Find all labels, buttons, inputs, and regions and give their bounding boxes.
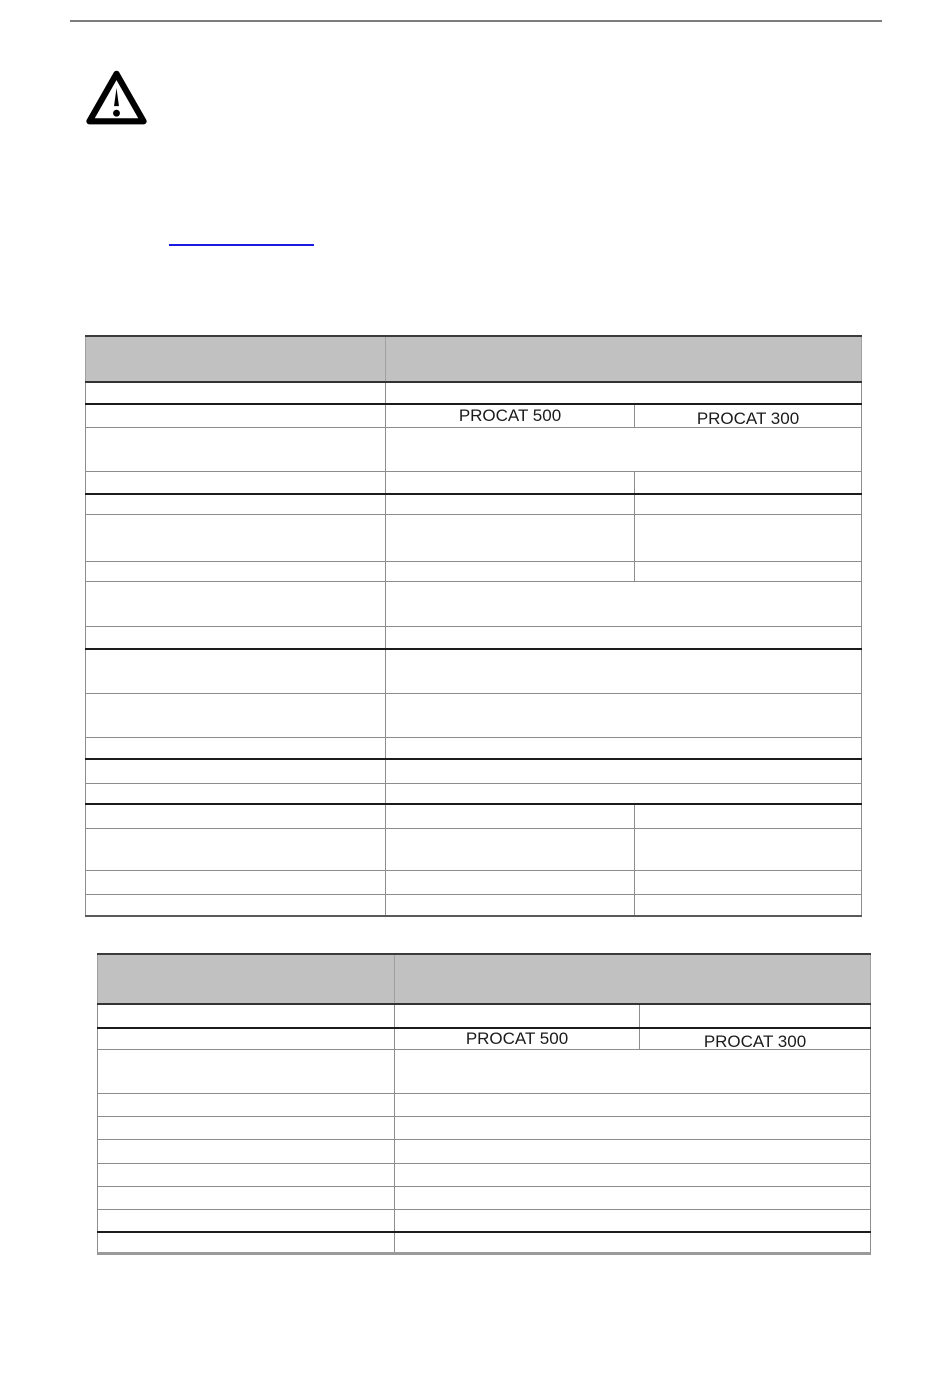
empty-cell	[98, 1004, 395, 1028]
empty-cell	[395, 1140, 871, 1164]
empty-cell	[86, 828, 386, 870]
empty-cell	[395, 1094, 871, 1117]
empty-cell	[386, 759, 862, 783]
empty-cell	[386, 828, 635, 870]
table-row	[98, 1094, 871, 1117]
empty-cell	[635, 894, 862, 916]
empty-cell	[98, 1232, 395, 1254]
empty-cell	[386, 693, 862, 737]
empty-cell	[386, 494, 635, 514]
table-row	[98, 1140, 871, 1164]
procat-300-underline	[659, 427, 861, 428]
empty-cell	[395, 1050, 871, 1094]
empty-cell	[386, 382, 862, 404]
empty-cell	[86, 382, 386, 404]
procat-300-underline	[664, 1049, 870, 1050]
empty-cell	[86, 471, 386, 494]
empty-cell	[86, 514, 386, 561]
empty-cell	[86, 870, 386, 894]
table2-model-procat-500-cell	[395, 1028, 640, 1050]
table-row	[86, 783, 862, 804]
empty-cell	[86, 894, 386, 916]
empty-cell	[86, 581, 386, 626]
empty-cell	[635, 804, 862, 828]
empty-cell	[395, 1004, 640, 1028]
spec-table-1	[85, 335, 862, 917]
empty-cell	[98, 1210, 395, 1232]
empty-cell	[640, 1004, 871, 1028]
table-row	[86, 336, 862, 382]
empty-cell	[86, 404, 386, 427]
empty-cell	[98, 1094, 395, 1117]
table-row	[98, 1004, 871, 1028]
spec-table-2	[97, 953, 871, 1255]
table1-model-procat-500-cell	[386, 404, 635, 427]
table2-header-cell-right	[395, 954, 871, 1004]
table-row	[86, 759, 862, 783]
warning-icon	[86, 70, 147, 127]
table-row	[86, 870, 862, 894]
empty-cell	[86, 494, 386, 514]
empty-cell	[635, 828, 862, 870]
empty-cell	[395, 1187, 871, 1210]
table-row	[86, 693, 862, 737]
table1-header-cell-left	[86, 336, 386, 382]
empty-cell	[386, 649, 862, 693]
table-row	[98, 1210, 871, 1232]
table-row	[86, 737, 862, 759]
empty-cell	[395, 1117, 871, 1140]
empty-cell	[86, 561, 386, 581]
empty-cell	[98, 1050, 395, 1094]
model-label: PROCAT 500	[465, 1029, 569, 1048]
table-row	[86, 581, 862, 626]
empty-cell	[86, 804, 386, 828]
empty-cell	[635, 561, 862, 581]
empty-cell	[635, 870, 862, 894]
table-row	[98, 1187, 871, 1210]
empty-cell	[395, 1164, 871, 1187]
empty-cell	[386, 783, 862, 804]
empty-cell	[635, 494, 862, 514]
empty-cell	[386, 894, 635, 916]
empty-cell	[86, 626, 386, 649]
empty-cell	[635, 471, 862, 494]
model-label: PROCAT 300	[696, 408, 800, 427]
empty-cell	[386, 561, 635, 581]
table-row	[98, 954, 871, 1004]
table-row	[86, 382, 862, 404]
empty-cell	[98, 1117, 395, 1140]
table1-model-procat-300-cell	[635, 404, 862, 427]
table-row	[86, 494, 862, 514]
empty-cell	[86, 759, 386, 783]
model-label: PROCAT 500	[458, 405, 562, 425]
empty-cell	[98, 1140, 395, 1164]
table-row	[98, 1164, 871, 1187]
empty-cell	[386, 581, 862, 626]
hyperlink[interactable]	[169, 228, 314, 246]
page-top-rule	[70, 20, 882, 22]
empty-cell	[86, 693, 386, 737]
table2-model-procat-300-cell	[640, 1028, 871, 1050]
table-row	[86, 649, 862, 693]
empty-cell	[86, 649, 386, 693]
empty-cell	[386, 870, 635, 894]
empty-cell	[395, 1210, 871, 1232]
empty-cell	[635, 514, 862, 561]
empty-cell	[98, 1187, 395, 1210]
empty-cell	[86, 427, 386, 471]
empty-cell	[386, 427, 862, 471]
table-row	[86, 427, 862, 471]
empty-cell	[386, 737, 862, 759]
model-label: PROCAT 300	[703, 1032, 807, 1050]
empty-cell	[386, 804, 635, 828]
table-row	[98, 1050, 871, 1094]
table-row	[86, 514, 862, 561]
table-row	[86, 404, 862, 427]
table-row	[86, 894, 862, 916]
empty-cell	[386, 514, 635, 561]
empty-cell	[386, 626, 862, 649]
table-row	[98, 1117, 871, 1140]
table-row	[98, 1028, 871, 1050]
empty-cell	[98, 1164, 395, 1187]
empty-cell	[395, 1232, 871, 1254]
table-row	[86, 626, 862, 649]
table-row	[86, 828, 862, 870]
empty-cell	[86, 737, 386, 759]
table-row	[98, 1232, 871, 1254]
empty-cell	[86, 783, 386, 804]
empty-cell	[386, 471, 635, 494]
table-row	[86, 804, 862, 828]
table2-header-cell-left	[98, 954, 395, 1004]
empty-cell	[98, 1028, 395, 1050]
table-row	[86, 471, 862, 494]
table-row	[86, 561, 862, 581]
table1-header-cell-right	[386, 336, 862, 382]
